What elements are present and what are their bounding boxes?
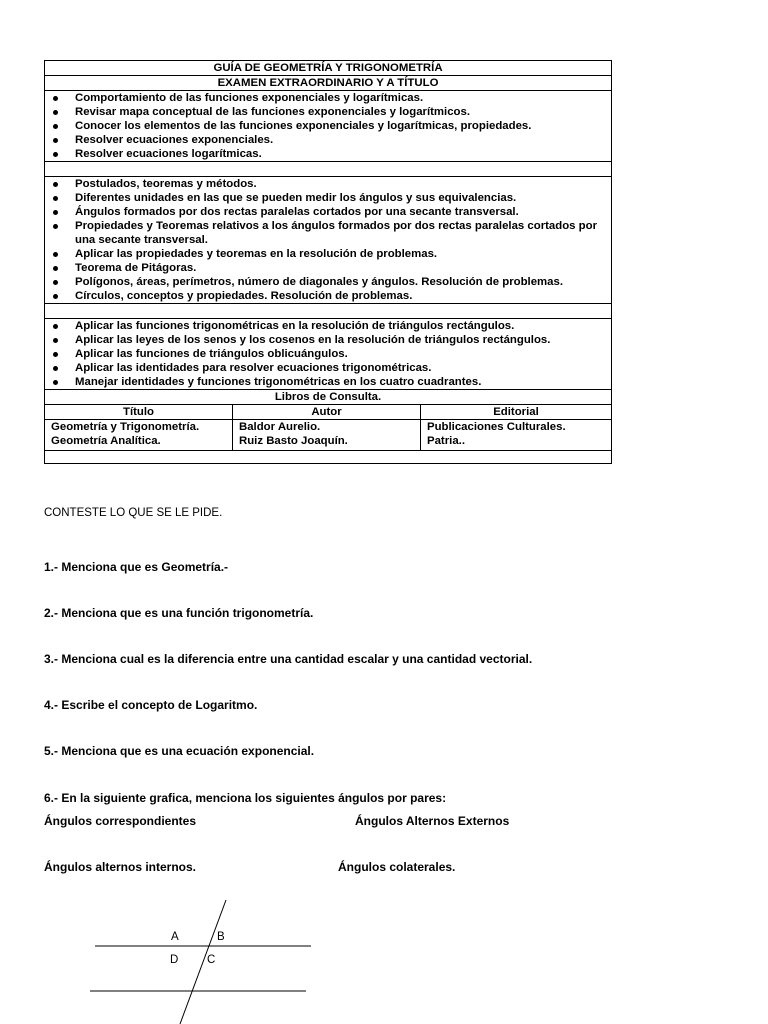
label-d: D [170,954,179,966]
angle-pair-collateral: Ángulos colaterales. [338,860,456,874]
topics-list [53,91,611,161]
topic-item: Aplicar las funciones de triángulos oblicuángulos. [53,347,611,361]
book-author: Ruiz Basto Joaquín. [239,435,348,447]
label-b: B [217,931,225,943]
question-1: 1.- Menciona que es Geometría.- [44,560,229,574]
books-column-title [45,405,233,450]
transversal-line [180,900,226,1024]
topics-section-exponential [45,91,611,162]
topic-item: Manejar identidades y funciones trigonométricas en los cuatro cuadrantes. [53,375,611,389]
question-5: 5.- Menciona que es una ecuación exponencial. [44,744,315,758]
book-title: Geometría y Trigonometría. [51,421,200,433]
question-4: 4.- Escribe el concepto de Logaritmo. [44,698,258,712]
study-guide-table [44,60,612,464]
instructions: CONTESTE LO QUE SE LE PIDE. [44,507,223,519]
guide-title: GUÍA DE GEOMETRÍA Y TRIGONOMETRÍA [45,61,611,76]
topic-item: Polígonos, áreas, perímetros, número de diagonales y ángulos. Resolución de problemas. [53,275,611,289]
topics-list [53,319,611,389]
topics-section-trigonometry [45,319,611,390]
topic-item: Resolver ecuaciones logarítmicas. [53,147,611,161]
topic-item: Revisar mapa conceptual de las funciones exponenciales y logarítmicos. [53,105,611,119]
topic-item: Resolver ecuaciones exponenciales. [53,133,611,147]
guide-subtitle: EXAMEN EXTRAORDINARIO Y A TÍTULO [45,76,611,91]
topic-item: Teorema de Pitágoras. [53,261,611,275]
blank-row [45,451,611,463]
question-6: 6.- En la siguiente grafica, menciona los siguientes ángulos por pares: [44,791,447,805]
label-a: A [171,931,179,943]
question-2: 2.- Menciona que es una función trigonometría. [44,606,314,620]
angle-pair-alternate-exterior: Ángulos Alternos Externos [355,814,510,828]
angle-pair-alternate-interior: Ángulos alternos internos. [44,860,197,874]
topic-item: Aplicar las propiedades y teoremas en la resolución de problemas. [53,247,611,261]
column-header: Autor [233,405,420,420]
books-column-author [233,405,421,450]
question-3: 3.- Menciona cual es la diferencia entre una cantidad escalar y una cantidad vectorial. [44,652,533,666]
parallel-lines-figure [80,895,330,1024]
blank-row [45,162,611,177]
book-author: Baldor Aurelio. [239,421,321,433]
topic-item: Ángulos formados por dos rectas paralelas cortados por una secante transversal. [53,205,611,219]
topic-item: Círculos, conceptos y propiedades. Resolución de problemas. [53,289,611,303]
angle-pair-corresponding: Ángulos correspondientes [44,814,197,828]
book-publisher: Patria.. [427,435,465,447]
topic-item: Postulados, teoremas y métodos. [53,177,611,191]
topics-list [53,177,611,303]
topic-item: Aplicar las identidades para resolver ecuaciones trigonométricas. [53,361,611,375]
book-title: Geometría Analítica. [51,435,161,447]
topic-item: Aplicar las leyes de los senos y los cosenos en la resolución de triángulos rectángulos. [53,333,611,347]
label-c: C [207,954,216,966]
topic-item: Conocer los elementos de las funciones exponenciales y logarítmicas, propiedades. [53,119,611,133]
topics-section-geometry [45,177,611,304]
column-header: Título [45,405,232,420]
topic-item: Aplicar las funciones trigonométricas en la resolución de triángulos rectángulos. [53,319,611,333]
books-column-publisher [421,405,611,450]
topic-item: Diferentes unidades en las que se pueden medir los ángulos y sus equivalencias. [53,191,611,205]
topic-item: Propiedades y Teoremas relativos a los ángulos formados por dos rectas paralelas cortados por una secante transversal. [53,219,611,247]
column-header: Editorial [421,405,611,420]
blank-row [45,304,611,319]
topic-item: Comportamiento de las funciones exponenciales y logarítmicas. [53,91,611,105]
books-table [45,405,611,451]
books-header: Libros de Consulta. [45,390,611,405]
book-publisher: Publicaciones Culturales. [427,421,566,433]
